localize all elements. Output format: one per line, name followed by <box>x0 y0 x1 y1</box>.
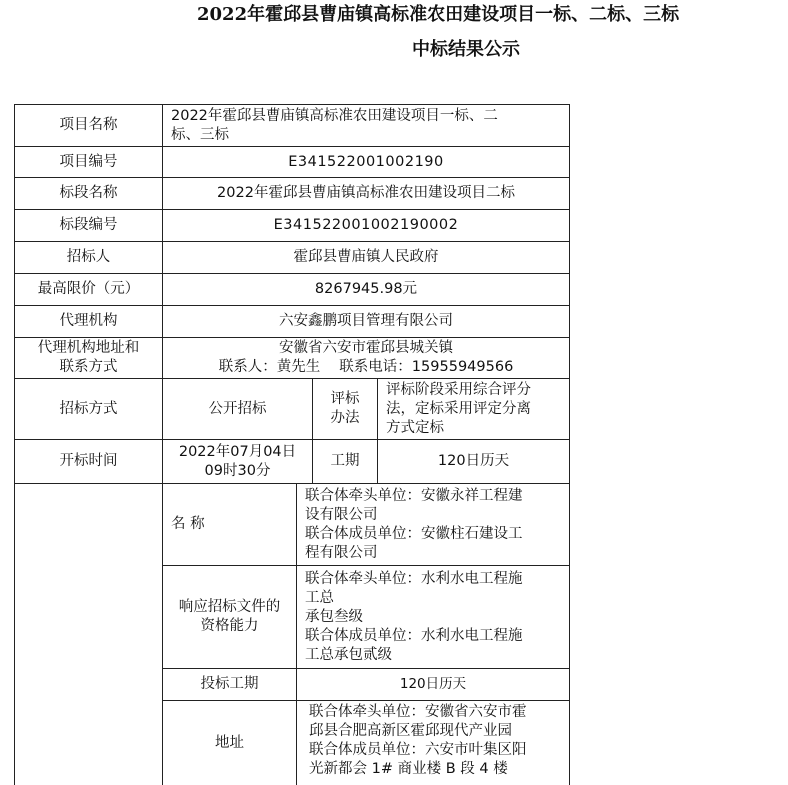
max-price-label: 最高限价（元） <box>14 273 163 306</box>
winner-address-line1: 联合体牵头单位：安徽省六安市霍 <box>309 704 527 720</box>
open-time-hour: 09时30分 <box>204 462 271 479</box>
eval-method-label-line2: 办法 <box>330 410 360 426</box>
agency-value: 六安鑫鹏项目管理有限公司 <box>162 305 570 338</box>
section-name-label: 标段名称 <box>14 177 163 210</box>
winner-name-line1: 联合体牵头单位：安徽永祥工程建 <box>305 487 523 504</box>
winner-name-label: 名 称 <box>162 483 297 566</box>
winner-address-line4: 光新都会 1# 商业楼 B 段 4 楼 <box>309 761 508 777</box>
qualification-line5: 工总承包贰级 <box>305 646 392 663</box>
agency-contact-label <box>14 337 163 379</box>
section-name-value: 2022年霍邱县曹庙镇高标准农田建设项目二标 <box>162 177 570 210</box>
period-label: 工期 <box>312 439 378 484</box>
document-title-line2: 中标结果公示 <box>412 39 520 60</box>
eval-method-line1: 评标阶段采用综合评分 <box>386 381 531 398</box>
bid-period-label: 投标工期 <box>162 668 297 701</box>
qualification-line1: 联合体牵头单位：水利水电工程施 <box>305 570 523 587</box>
project-name-line1: 2022年霍邱县曹庙镇高标准农田建设项目一标、二 <box>171 107 498 124</box>
max-price-value: 8267945.98元 <box>162 273 570 306</box>
qualification-label <box>162 565 297 669</box>
qualification-label-line2: 资格能力 <box>200 618 259 634</box>
project-name-value <box>162 104 570 147</box>
agency-contact-value <box>162 337 570 379</box>
winner-name-line4: 程有限公司 <box>305 544 378 561</box>
open-time-date: 2022年07月04日 <box>178 443 297 460</box>
winner-section-label <box>14 483 163 785</box>
winner-address-label: 地址 <box>162 700 297 785</box>
qualification-line2: 工总 <box>305 589 334 606</box>
section-code-value: E341522001002190002 <box>162 209 570 242</box>
eval-method-label-line1: 评标 <box>330 391 360 407</box>
eval-method-value <box>377 378 570 440</box>
project-name-label: 项目名称 <box>14 104 163 147</box>
qualification-value <box>296 565 570 669</box>
agency-contact-label-line1: 代理机构地址和 <box>37 340 140 356</box>
eval-method-label <box>312 378 378 440</box>
document-title-line1: 2022年霍邱县曹庙镇高标准农田建设项目一标、二标、三标 <box>197 4 680 25</box>
project-name-line2: 标、三标 <box>171 126 229 143</box>
project-code-label: 项目编号 <box>14 146 163 178</box>
winner-name-value <box>296 483 570 566</box>
bid-period-value: 120日历天 <box>296 668 570 701</box>
section-code-label: 标段编号 <box>14 209 163 242</box>
tender-method-label: 招标方式 <box>14 378 163 440</box>
project-code-value: E341522001002190 <box>162 146 570 178</box>
winner-address-value <box>296 700 570 785</box>
winner-name-line3: 联合体成员单位：安徽柱石建设工 <box>305 525 523 542</box>
agency-address: 安徽省六安市霍邱县城关镇 <box>279 340 453 356</box>
winner-address-line3: 联合体成员单位：六安市叶集区阳 <box>309 742 527 758</box>
qualification-label-line1: 响应招标文件的 <box>178 599 281 615</box>
agency-label: 代理机构 <box>14 305 163 338</box>
agency-contact-label-line2: 联系方式 <box>59 359 118 375</box>
winner-name-line2: 设有限公司 <box>305 506 378 523</box>
qualification-line3: 承包叁级 <box>305 608 363 625</box>
winner-address-line2: 邱县合肥高新区霍邱现代产业园 <box>309 723 512 739</box>
tender-method-value: 公开招标 <box>162 378 313 440</box>
eval-method-line2: 法，定标采用评定分离 <box>386 400 531 417</box>
open-time-value <box>162 439 313 484</box>
period-value: 120日历天 <box>377 439 570 484</box>
qualification-line4: 联合体成员单位：水利水电工程施 <box>305 627 523 644</box>
tenderer-value: 霍邱县曹庙镇人民政府 <box>162 241 570 274</box>
agency-contact-person: 联系人：黄先生 联系电话：15955949566 <box>218 359 514 375</box>
tenderer-label: 招标人 <box>14 241 163 274</box>
eval-method-line3: 方式定标 <box>386 419 444 436</box>
open-time-label: 开标时间 <box>14 439 163 484</box>
